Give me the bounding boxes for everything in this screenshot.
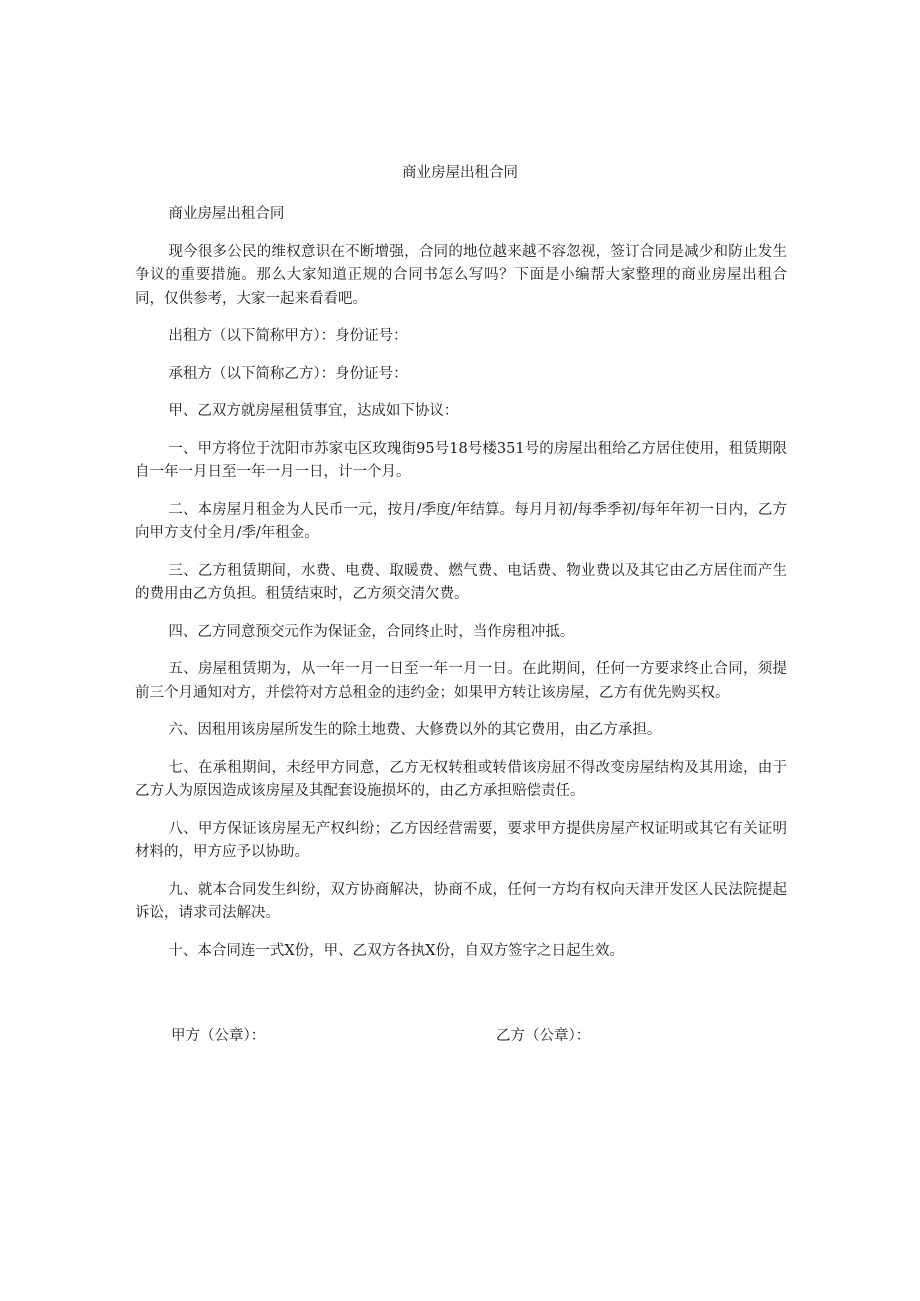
paragraph-subtitle: 商业房屋出租合同 [168, 206, 285, 222]
party-a-signature: 甲方（公章）： [171, 1028, 266, 1044]
paragraph-intro: 现今很多公民的维权意识在不断增强，合同的地位越来越不容忽视，签订合同是减少和防止发生争议的重要措施。那么大家知道正规的合同书怎么写吗？下面是小编帮大家整理的商业房屋出租合同，仅供参考，大家一起来看看吧。 [135, 243, 787, 307]
paragraph-lessor: 出租方（以下简称甲方）：身份证号： [168, 328, 408, 344]
party-b-signature: 乙方（公章）： [496, 1028, 591, 1044]
clause-10: 十、本合同连一式X份，甲、乙双方各执X份，自双方签字之日起生效。 [168, 942, 624, 959]
clause-6: 六、因租用该房屋所发生的除土地费、大修费以外的其它费用，由乙方承担。 [168, 722, 662, 738]
clause-1: 一、甲方将位于沈阳市苏家屯区玫瑰街95号18号楼351号的房屋出租给乙方居住使用，租赁期限自一年一月日至一年一月一日，计一个月。 [135, 440, 787, 480]
paragraph-lessee: 承租方（以下简称乙方）：身份证号： [168, 365, 408, 382]
clause-8: 八、甲方保证该房屋无产权纠纷；乙方因经营需要，要求甲方提供房屋产权证明或其它有关证明材料的，甲方应予以协助。 [135, 820, 787, 860]
clause-3: 三、乙方租赁期间，水费、电费、取暖费、燃气费、电话费、物业费以及其它由乙方居住而产生的费用由乙方负担。租赁结束时，乙方须交清欠费。 [135, 562, 787, 602]
clause-5: 五、房屋租赁期为，从一年一月一日至一年一月一日。在此期间，任何一方要求终止合同，须提前三个月通知对方，并偿符对方总租金的违约金；如果甲方转让该房屋，乙方有优先购买权。 [135, 661, 787, 701]
clause-4: 四、乙方同意预交元作为保证金，合同终止时，当作房租冲抵。 [168, 623, 575, 640]
clause-7: 七、在承租期间，未经甲方同意，乙方无权转租或转借该房屈不得改变房屋结构及其用途，由于乙方人为原因造成该房屋及其配套设施损坏的，由乙方承担赔偿责任。 [135, 759, 787, 799]
paragraph-agreement: 甲、乙双方就房屋租赁事宜，达成如下协议： [168, 403, 459, 419]
document-body [135, 203, 787, 977]
signature-row [135, 1025, 787, 1049]
clause-9: 九、就本合同发生纠纷，双方协商解决，协商不成，任何一方均有权向天津开发区人民法院提起诉讼，请求司法解决。 [135, 881, 787, 921]
document-title: 商业房屋出租合同 [402, 165, 518, 181]
clause-2: 二、本房屋月租金为人民币一元，按月/季度/年结算。每月月初/每季季初/每年年初一日内，乙方向甲方支付全月/季/年租金。 [135, 501, 787, 541]
